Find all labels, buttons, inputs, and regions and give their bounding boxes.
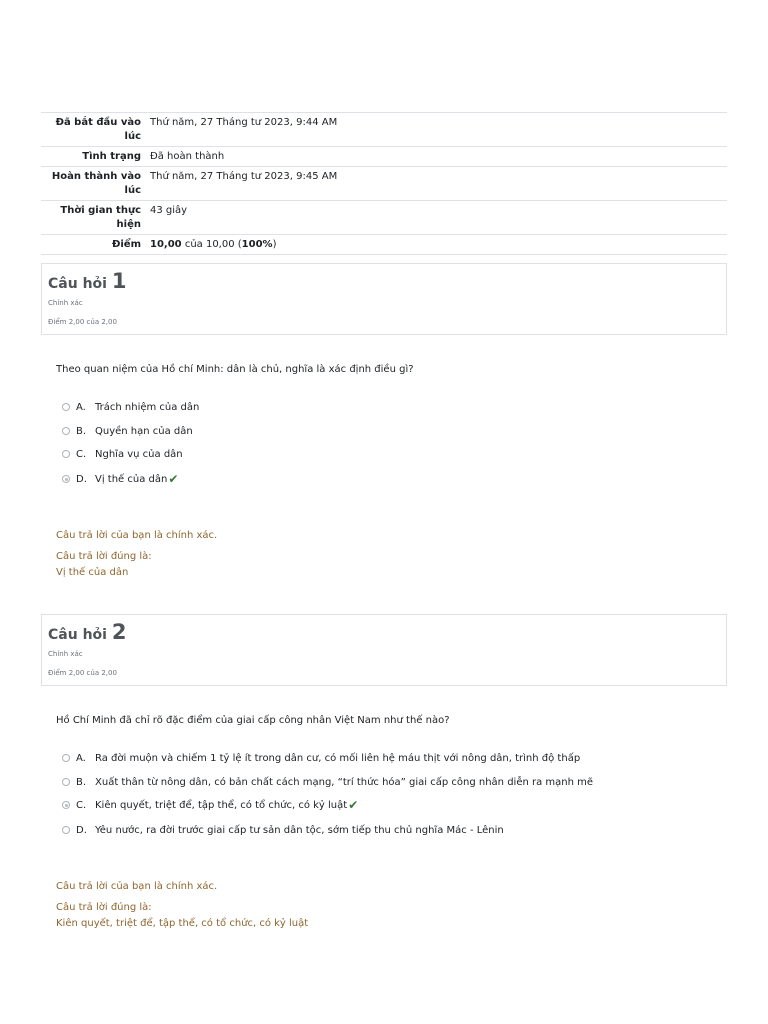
question-2-state: Chính xác (48, 650, 83, 658)
score-of: của 10,00 ( (181, 239, 242, 250)
answer-letter: A. (76, 752, 86, 764)
question-1-grade: Điểm 2,00 của 2,00 (48, 318, 117, 326)
question-1-title (48, 269, 126, 293)
answer-text: Kiên quyết, triệt để, tập thể, có tổ chức, có kỷ luật (95, 799, 348, 811)
summary-row-duration (41, 201, 727, 235)
summary-value: Thứ năm, 27 Tháng tư 2023, 9:44 AM (150, 117, 338, 128)
correct-check-icon: ✔ (168, 472, 179, 486)
answer-text: Nghĩa vụ của dân (95, 448, 183, 460)
question-2-info (41, 614, 727, 686)
question-label: Câu hỏi (48, 627, 107, 643)
answer-letter: C. (76, 799, 87, 811)
radio-button[interactable] (62, 754, 70, 762)
score-grade: 10,00 (150, 239, 182, 250)
summary-label: Thời gian thực hiện (60, 205, 141, 230)
summary-row-completed (41, 167, 727, 201)
summary-label: Điểm (111, 239, 141, 250)
question-2-answer-a[interactable] (62, 751, 580, 765)
quiz-summary-table (41, 112, 727, 255)
correct-check-icon: ✔ (348, 798, 359, 812)
radio-button[interactable] (62, 778, 70, 786)
answer-text: Vị thế của dân (95, 473, 168, 485)
question-1-right-answer: Vị thế của dân (56, 567, 129, 578)
summary-row-score (41, 235, 727, 255)
question-1-info (41, 263, 727, 335)
question-2-feedback: Câu trả lời của bạn là chính xác. (56, 881, 218, 892)
question-number: 2 (111, 620, 127, 644)
question-1-state: Chính xác (48, 299, 83, 307)
answer-text: Yêu nước, ra đời trước giai cấp tư sản dân tộc, sớm tiếp thu chủ nghĩa Mác - Lênin (95, 824, 504, 836)
radio-button[interactable] (62, 403, 70, 411)
answer-letter: B. (76, 425, 87, 437)
question-label: Câu hỏi (48, 276, 107, 292)
question-2-grade: Điểm 2,00 của 2,00 (48, 669, 117, 677)
answer-letter: A. (76, 401, 86, 413)
question-1-answer-a[interactable] (62, 400, 199, 414)
question-1-answer-c[interactable] (62, 447, 183, 461)
summary-score-value (150, 235, 727, 255)
summary-value: Thứ năm, 27 Tháng tư 2023, 9:45 AM (150, 171, 338, 182)
radio-button-selected[interactable] (62, 801, 70, 809)
answer-letter: C. (76, 448, 87, 460)
answer-letter: D. (76, 824, 87, 836)
question-2-answer-d[interactable] (62, 823, 504, 837)
summary-value: Đã hoàn thành (150, 151, 225, 162)
summary-label: Tình trạng (82, 151, 141, 162)
summary-row-state (41, 147, 727, 167)
question-2-right-answer: Kiên quyết, triệt để, tập thể, có tổ chức, có kỷ luật (56, 918, 309, 929)
radio-button[interactable] (62, 427, 70, 435)
radio-button[interactable] (62, 450, 70, 458)
answer-letter: B. (76, 776, 87, 788)
score-close: ) (272, 239, 277, 250)
question-1-feedback: Câu trả lời của bạn là chính xác. (56, 530, 218, 541)
radio-button-selected[interactable] (62, 475, 70, 483)
answer-text: Quyền hạn của dân (95, 425, 193, 437)
question-2-answer-b[interactable] (62, 775, 593, 789)
answer-text: Ra đời muộn và chiếm 1 tỷ lệ ít trong dân cư, có mối liên hệ máu thịt với nông dân, trình độ thấp (95, 752, 581, 764)
answer-letter: D. (76, 473, 87, 485)
question-1-answer-b[interactable] (62, 424, 193, 438)
question-1-text: Theo quan niệm của Hồ chí Minh: dân là chủ, nghĩa là xác định điều gì? (56, 364, 414, 375)
question-1-answer-d[interactable] (62, 472, 178, 486)
answer-text: Trách nhiệm của dân (95, 401, 200, 413)
radio-button[interactable] (62, 826, 70, 834)
summary-label: Hoàn thành vào lúc (51, 171, 141, 196)
question-number: 1 (111, 269, 127, 293)
answer-text: Xuất thân từ nông dân, có bản chất cách mạng, “trí thức hóa” giai cấp công nhân diễn ra mạnh mẽ (95, 776, 594, 788)
question-2-text: Hồ Chí Minh đã chỉ rõ đặc điểm của giai cấp công nhân Việt Nam như thế nào? (56, 715, 450, 726)
summary-label: Đã bắt đầu vào lúc (55, 117, 141, 142)
question-2-title (48, 620, 126, 644)
summary-row-started (41, 113, 727, 147)
summary-value: 43 giây (150, 205, 188, 216)
question-1-right-label: Câu trả lời đúng là: (56, 551, 152, 562)
score-percent: 100% (241, 239, 273, 250)
question-2-right-label: Câu trả lời đúng là: (56, 902, 152, 913)
question-2-answer-c[interactable] (62, 798, 358, 812)
